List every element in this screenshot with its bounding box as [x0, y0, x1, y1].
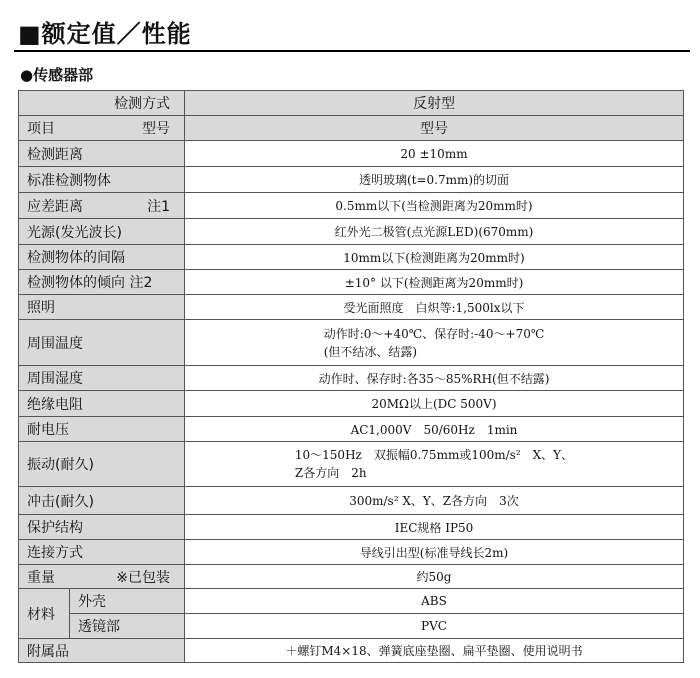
row-value: 红外光二极管(点光源LED)(670mm) [185, 219, 684, 245]
row-material-case [19, 589, 684, 614]
row-label: 光源(发光波长) [19, 219, 185, 245]
row-value: 0.5mm以下(当检测距离为20mm时) [185, 193, 684, 219]
header-detect-method-cell [19, 91, 185, 116]
row-label-cell [19, 565, 185, 589]
row-note: 注1 [147, 198, 170, 215]
row-value-line: 10～150Hz 双振幅0.75mm或100m/s² X、Y、 [294, 448, 574, 462]
row-label: 振动(耐久) [19, 442, 185, 487]
header-model-label: 型号 [142, 121, 170, 137]
row-vibration [19, 442, 684, 487]
row-value-line: (但不结冰、结露) [323, 344, 418, 359]
row-value: IEC规格 IP50 [185, 515, 684, 540]
title-divider [14, 50, 690, 52]
header-row-1 [19, 91, 684, 116]
row-value: 约50g [185, 565, 684, 589]
header-item: 项目 [27, 121, 55, 137]
header-reflect-type: 反射型 [185, 91, 684, 116]
row-distance [19, 141, 684, 167]
row-label: 绝缘电阻 [19, 391, 185, 417]
row-value: 受光面照度 白炽等:1,500lx以下 [185, 295, 684, 320]
row-label-cell [19, 193, 185, 219]
row-value: 透明玻璃(t=0.7mm)的切面 [185, 167, 684, 193]
row-value: 20 ±10mm [185, 141, 684, 167]
header-model-value: 型号 [185, 116, 684, 141]
row-value: 导线引出型(标准导线长2m) [185, 540, 684, 565]
row-label: 保护结构 [19, 515, 185, 540]
row-value: PVC [185, 614, 684, 639]
row-std-object [19, 167, 684, 193]
header-detect-method: 检测方式 [114, 96, 170, 112]
row-label: 冲击(耐久) [19, 487, 185, 515]
row-humidity [19, 366, 684, 391]
row-value: AC1,000V 50/60Hz 1min [185, 417, 684, 442]
row-shock [19, 487, 684, 515]
row-value-line: Z各方向 2h [294, 466, 367, 480]
row-label: 照明 [19, 295, 185, 320]
row-value: 10mm以下(检测距离为20mm时) [185, 245, 684, 270]
row-weight [19, 565, 684, 589]
row-value-cell [185, 320, 684, 366]
row-label: 检测物体的倾向 [27, 275, 125, 291]
row-accessory [19, 639, 684, 663]
header-item-cell [19, 116, 185, 141]
row-interval [19, 245, 684, 270]
row-value-cell [185, 442, 684, 487]
page-title: ■额定值／性能 [18, 20, 192, 48]
header-row-2 [19, 116, 684, 141]
row-sublabel: 外壳 [70, 589, 185, 614]
section-heading: ●传感器部 [20, 66, 94, 84]
row-tilt [19, 270, 684, 295]
spec-table [18, 90, 684, 663]
row-value-line: 动作时:0～+40℃、保存时:-40～+70℃ [323, 326, 545, 341]
row-material-lens [19, 614, 684, 639]
row-value: 300m/s² X、Y、Z各方向 3次 [185, 487, 684, 515]
row-label: 附属品 [19, 639, 185, 663]
row-label: 应差距离 [27, 198, 83, 215]
row-value: ABS [185, 589, 684, 614]
row-label: 检测物体的间隔 [19, 245, 185, 270]
row-label: 周围湿度 [19, 366, 185, 391]
row-label: 连接方式 [19, 540, 185, 565]
row-label: 标准检测物体 [19, 167, 185, 193]
row-protection [19, 515, 684, 540]
row-label: 耐电压 [19, 417, 185, 442]
row-note: ※已包装 [116, 569, 170, 586]
row-value: 20MΩ以上(DC 500V) [185, 391, 684, 417]
row-label: 重量 [27, 569, 55, 586]
row-sublabel: 透镜部 [70, 614, 185, 639]
row-note: 注2 [129, 275, 153, 291]
row-label: 检测距离 [19, 141, 185, 167]
row-label: 周围温度 [19, 320, 185, 366]
row-value: 动作时、保存时:各35～85%RH(但不结露) [185, 366, 684, 391]
row-illum [19, 295, 684, 320]
row-label-cell [19, 270, 185, 295]
row-connection [19, 540, 684, 565]
row-insulation [19, 391, 684, 417]
row-temp [19, 320, 684, 366]
row-light [19, 219, 684, 245]
row-hysteresis [19, 193, 684, 219]
row-voltage [19, 417, 684, 442]
row-label: 材料 [19, 589, 70, 639]
row-value: ＋螺钉M4×18、弹簧底座垫圈、扁平垫圈、使用说明书 [185, 639, 684, 663]
row-value: ±10° 以下(检测距离为20mm时) [185, 270, 684, 295]
